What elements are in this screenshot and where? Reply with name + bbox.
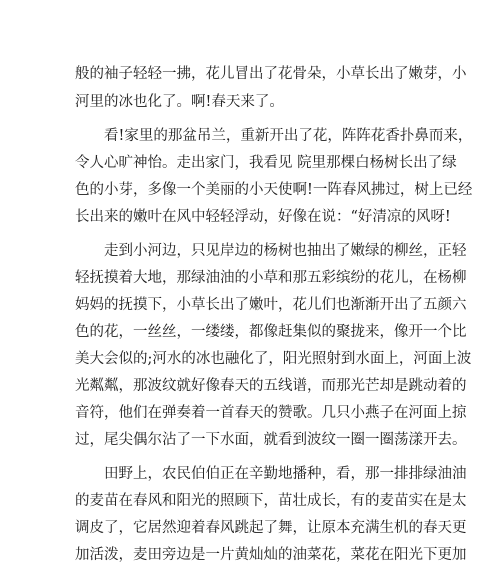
text-line: 般的袖子轻轻一拂，花儿冒出了花骨朵，小草长出了嫩芽，小	[75, 66, 467, 82]
text-line: 的麦苗在春风和阳光的照顾下，苗壮成长，有的麦苗实在是太	[75, 493, 467, 509]
text-line: 音符，他们在弹奏着一首春天的赞歌。几只小燕子在河面上掠	[75, 405, 467, 421]
text-line: 色的小芽，多像一个美丽的小天使啊!一阵春风拂过，树上已经	[75, 182, 473, 198]
text-line: 妈妈的抚摸下，小草长出了嫩叶，花儿们也渐渐开出了五颜六	[75, 297, 467, 313]
text-line: 令人心旷神怡。走出家门，我看见 院里那棵白杨树长出了绿	[75, 155, 457, 171]
text-line: 加活泼，麦田旁边是一片黄灿灿的油菜花，菜花在阳光下更加	[75, 547, 467, 563]
text-line: 过，尾尖偶尔沾了一下水面，就看到波纹一圈一圈荡漾开去。	[75, 432, 467, 448]
text-line: 调皮了，它居然迎着春风跳起了舞，让原本充满生机的春天更	[75, 520, 467, 536]
text-line: 田野上，农民伯伯正在辛勤地播种，看，那一排排绿油油	[104, 466, 467, 482]
text-line: 光粼粼，那波纹就好像春天的五线谱，而那光芒却是跳动着的	[75, 378, 467, 394]
text-line: 美大会似的;河水的冰也融化了，阳光照射到水面上，河面上波	[75, 351, 472, 367]
text-line: 看!家里的那盆吊兰，重新开出了花，阵阵花香扑鼻而来，	[104, 128, 473, 144]
text-line: 轻抚摸着大地，那绿油油的小草和那五彩缤纷的花儿，在杨柳	[75, 270, 467, 286]
text-line: 长出来的嫩叶在风中轻轻浮动，好像在说：“好清凉的风呀!	[75, 209, 451, 225]
text-line: 色的花，一丝丝，一缕缕，都像赶集似的聚拢来，像开一个比	[75, 324, 467, 340]
text-line: 走到小河边，只见岸边的杨树也抽出了嫩绿的柳丝，正轻	[104, 243, 467, 259]
text-line: 河里的冰也化了。啊!春天来了。	[75, 94, 284, 110]
